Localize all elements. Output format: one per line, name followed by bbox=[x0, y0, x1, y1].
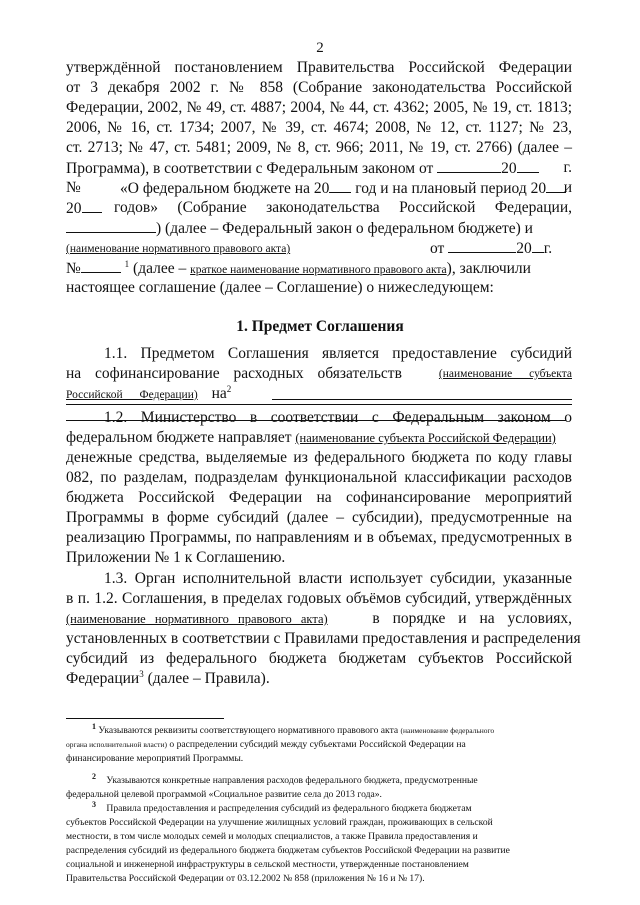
text-fragment: г. bbox=[563, 159, 572, 176]
text-line bbox=[66, 238, 572, 259]
text-line: установленных в соответствии с Правилами предоставления и распределения bbox=[66, 630, 581, 647]
text-fragment: федеральном бюджете направляет bbox=[66, 429, 292, 446]
footnote-separator bbox=[66, 718, 224, 719]
year-prefix: 20 bbox=[516, 240, 532, 257]
text-line: денежные средства, выделяемые из федерального бюджета по коду главы bbox=[66, 449, 572, 466]
fill-line bbox=[66, 404, 572, 405]
act-name-placeholder: (наименование нормативного правового акта) bbox=[66, 243, 291, 255]
footnote-line: распределения субсидий из федерального бюджета бюджетам субъектов Российской Федерации на развитие bbox=[66, 845, 510, 856]
year-blank bbox=[532, 238, 544, 253]
text-fragment: годов» (Собрание законодательства Российской Федерации, bbox=[114, 199, 572, 216]
footnote-mark: 3 bbox=[92, 799, 96, 809]
year-blank bbox=[517, 158, 539, 173]
text-line bbox=[66, 364, 572, 384]
text-line: Программы в форме субсидий (далее – субсидии), предусмотренные на bbox=[66, 509, 572, 526]
text-line bbox=[66, 428, 572, 448]
text-line: ст. 2713; № 47, ст. 5481; 2009, № 8, ст. 966; 2011, № 19, ст. 2766) (далее – bbox=[66, 139, 572, 156]
text-fragment: (далее – bbox=[133, 260, 187, 277]
text-line: 082, по разделам, подразделам функциональной классификации расходов bbox=[66, 469, 572, 486]
text-fragment-group bbox=[120, 178, 566, 199]
text-fragment: Федерации bbox=[66, 670, 140, 687]
text-line: 1.1. Предметом Соглашения является предоставление субсидий bbox=[104, 345, 572, 362]
text-line: бюджета Российской Федерации на софинансирование мероприятий bbox=[66, 489, 572, 506]
text-line bbox=[66, 609, 572, 629]
section-title: 1. Предмет Соглашения bbox=[236, 318, 404, 335]
year-prefix: 20 bbox=[501, 160, 517, 177]
text-line: 1.3. Орган исполнительной власти использует субсидии, указанные bbox=[104, 570, 572, 587]
year-blank bbox=[329, 178, 351, 193]
footnote-mark: 2 bbox=[92, 771, 96, 781]
number-sign: № bbox=[66, 260, 81, 277]
text-fragment: ), заключили bbox=[446, 260, 531, 277]
text-line: 1.2. Министерство в соответствии с Федеральным законом о bbox=[104, 409, 572, 426]
text-line: реализацию Программы, по направлениям и в объемах, предусмотренных в bbox=[66, 529, 572, 546]
year-blank bbox=[82, 198, 102, 213]
source-blank bbox=[66, 218, 156, 233]
footnote-line: федеральной целевой программой «Социальное развитие села до 2013 года». bbox=[66, 789, 382, 800]
act-name-placeholder: (наименование нормативного правового акта) bbox=[66, 612, 328, 626]
footnote-line bbox=[92, 771, 572, 788]
footnote-ref: 1 bbox=[124, 258, 130, 269]
text-fragment: органа исполнительной власти) bbox=[66, 740, 167, 749]
subject-name-placeholder: (наименование субъекта Российской Федерации) bbox=[295, 431, 556, 445]
text-fragment: от bbox=[430, 240, 445, 257]
text-fragment: (наименование федерального bbox=[400, 726, 495, 735]
text-line bbox=[66, 158, 572, 179]
text-line: 2006, № 16, ст. 1734; 2007, № 39, ст. 4674; 2008, № 12, ст. 1127; № 23, bbox=[66, 119, 572, 136]
footnote-line bbox=[66, 738, 572, 752]
footnote-line: местности, в том числе молодых семей и молодых специалистов, а также Правила предоставления и bbox=[66, 831, 478, 842]
text-line: утверждённой постановлением Правительства Российской Федерации bbox=[66, 59, 572, 76]
footnote-line: субъектов Российской Федерации на улучшение жилищных условий граждан, проживающих в сельской bbox=[66, 817, 493, 828]
text-fragment: Указываются конкретные направления расходов федерального бюджета, предусмотренные bbox=[106, 775, 478, 786]
text-fragment: Указываются реквизиты соответствующего нормативного правового акта bbox=[98, 725, 399, 736]
text-fragment: ) (далее – Федеральный закон о федеральном бюджете) и bbox=[156, 220, 533, 237]
number-sign: № bbox=[66, 179, 81, 196]
page-number: 2 bbox=[316, 40, 324, 56]
short-act-name-placeholder: краткое наименование нормативного правового акта bbox=[190, 264, 447, 276]
footnote-line bbox=[92, 721, 572, 738]
text-line bbox=[66, 198, 572, 219]
text-line: Приложении № 1 к Соглашению. bbox=[66, 549, 286, 566]
fill-line bbox=[272, 399, 572, 400]
text-line bbox=[66, 384, 572, 405]
subject-name-placeholder: (наименование субъекта bbox=[438, 368, 572, 380]
footnote-ref: 3 bbox=[139, 668, 144, 679]
text-line: от 3 декабря 2002 г. № 858 (Собрание законодательства Российской bbox=[66, 79, 572, 96]
date-blank bbox=[448, 238, 516, 253]
text-fragment: о распределении субсидий между субъектами Российской Федерации на bbox=[169, 739, 466, 750]
footnote-mark: 1 bbox=[92, 721, 96, 731]
text-fragment: Правила предоставления и распределения субсидий из федерального бюджета бюджетам bbox=[106, 803, 472, 814]
footnote-line bbox=[92, 799, 572, 816]
text-fragment: (далее – Правила). bbox=[147, 670, 270, 687]
text-fragment-group bbox=[430, 238, 552, 259]
text-line: субсидий из федерального бюджета бюджетам субъектов Российской bbox=[66, 650, 572, 667]
text-fragment: Программа), в соответствии с Федеральным законом от bbox=[66, 160, 434, 177]
text-fragment: на софинансирование расходных обязательств bbox=[66, 365, 402, 382]
footnote-line: социальной и инженерной инфраструктуры в сельской местности, утвержденные постановлением bbox=[66, 859, 469, 870]
text-fragment: «О федеральном бюджете на 20 bbox=[120, 180, 330, 197]
text-fragment: г. bbox=[543, 240, 553, 257]
footnote-ref: 2 bbox=[226, 383, 232, 394]
text-line bbox=[66, 218, 572, 239]
text-line: настоящее соглашение (далее – Соглашение) о нижеследующем: bbox=[66, 279, 494, 296]
number-blank bbox=[81, 258, 121, 273]
text-line bbox=[66, 178, 572, 198]
text-line: Федерации, 2002, № 49, ст. 4887; 2004, № 44, ст. 4362; 2005, № 19, ст. 1813; bbox=[66, 99, 572, 116]
subject-name-placeholder: Российской Федерации) bbox=[66, 389, 198, 401]
text-fragment: и bbox=[563, 179, 572, 196]
text-line bbox=[66, 669, 572, 689]
year-prefix: 20 bbox=[66, 200, 82, 217]
date-blank bbox=[437, 158, 501, 173]
text-line: в п. 1.2. Соглашения, в пределах годовых объёмов субсидий, утверждённых bbox=[66, 590, 572, 607]
text-line bbox=[66, 258, 572, 280]
text-fragment: в порядке и на условиях, bbox=[372, 610, 572, 627]
footnote-line: финансирование мероприятий Программы. bbox=[66, 753, 244, 764]
text-fragment: год и на плановый период 20 bbox=[355, 180, 547, 197]
text-fragment: на bbox=[211, 385, 227, 402]
footnote-line: Правительства Российской Федерации от 03.12.2002 № 858 (приложения № 16 и № 17). bbox=[66, 873, 425, 884]
